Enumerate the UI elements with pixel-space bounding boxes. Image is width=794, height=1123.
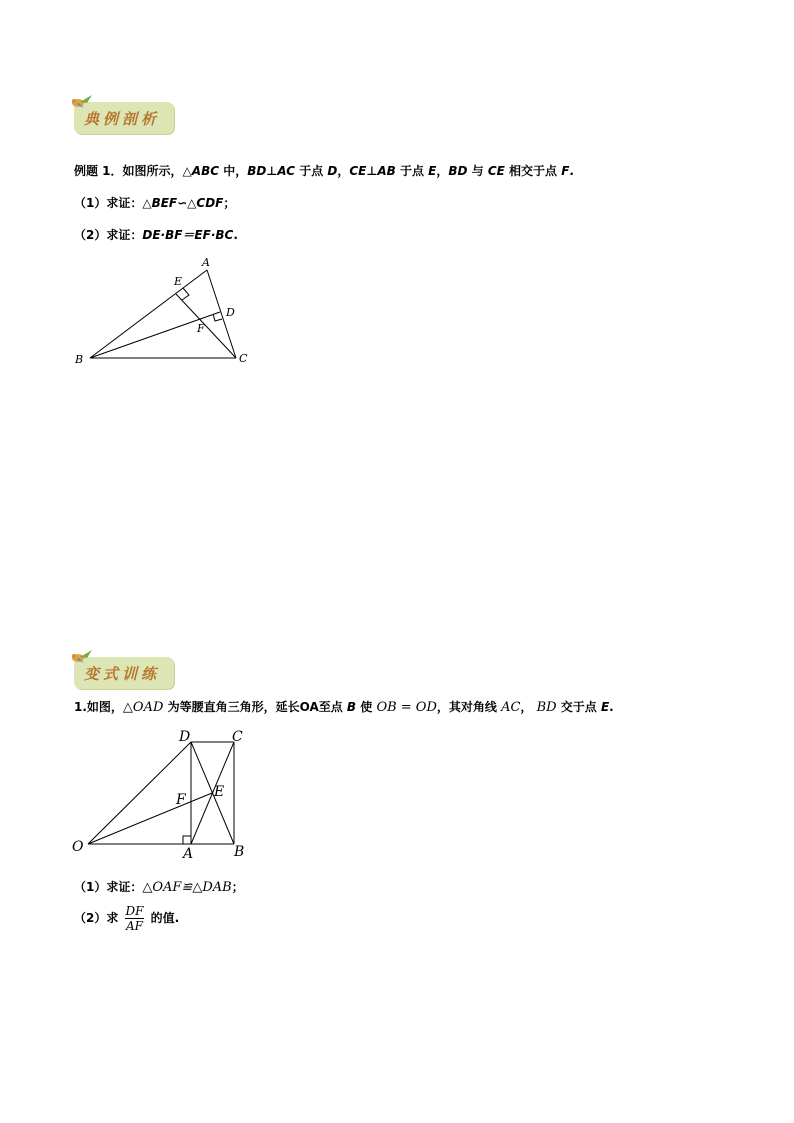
label-o: O bbox=[72, 839, 84, 855]
rectangle-figure bbox=[66, 726, 266, 861]
section-badge-example bbox=[74, 102, 174, 134]
segment-oe bbox=[88, 793, 212, 844]
triangle-figure bbox=[70, 252, 270, 372]
segment-bd bbox=[90, 312, 220, 358]
section-badge-practice bbox=[74, 657, 174, 689]
segment-ce bbox=[176, 294, 236, 358]
right-angle-mark-e bbox=[182, 288, 189, 300]
label-b: B bbox=[75, 353, 84, 366]
right-angle-mark-d bbox=[213, 314, 222, 321]
example-question-2: （2）求证：DE·BF＝EF·BC. bbox=[74, 228, 238, 242]
label-c: C bbox=[232, 729, 243, 745]
example-question-1: （1）求证：△BEF∽△CDF； bbox=[74, 196, 236, 210]
label-e: E bbox=[214, 784, 225, 800]
exercise-statement: 1.如图，△OAD 为等腰直角三角形，延长OA至点 B 使 OB = OD，其对角线 AC， BD 交于点 E. bbox=[74, 700, 614, 715]
exercise-question-1: （1）求证：△OAF≌△DAB； bbox=[74, 880, 244, 895]
label-d: D bbox=[179, 729, 191, 745]
label-e: E bbox=[174, 275, 183, 288]
right-angle-mark-a bbox=[183, 836, 191, 844]
label-d: D bbox=[226, 306, 235, 319]
fraction-df-af: $\frac{DF}{AF}$ bbox=[125, 904, 144, 933]
section-title: 变式训练 bbox=[84, 665, 161, 683]
label-f: F bbox=[176, 792, 186, 808]
side-ab bbox=[90, 270, 207, 358]
exercise-question-2: （2）求 $\frac{DF}{AF}$ 的值. bbox=[74, 904, 180, 933]
section-title: 典例剖析 bbox=[84, 110, 161, 128]
example-statement: 例题 1．如图所示，△ABC 中，BD⊥AC 于点 D，CE⊥AB 于点 E，BD 与 CE 相交于点 F. bbox=[74, 164, 574, 178]
label-b: B bbox=[234, 844, 245, 860]
label-a: A bbox=[202, 256, 210, 269]
label-a: A bbox=[183, 846, 194, 861]
label-c: C bbox=[239, 352, 248, 365]
label-f: F bbox=[197, 322, 205, 335]
